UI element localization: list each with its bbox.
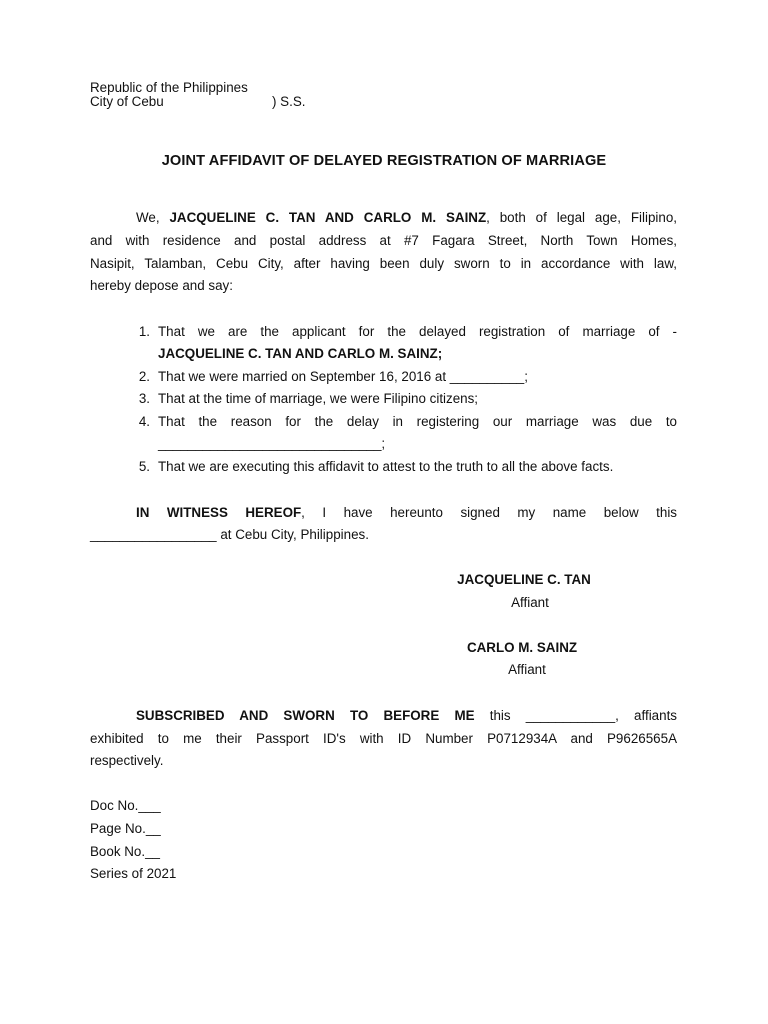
- witness-line-1: [90, 505, 677, 520]
- header-ss: ) S.S.: [272, 94, 306, 109]
- item-3-number: 3.: [138, 391, 150, 406]
- item-3-line-1: That at the time of marriage, we were Filipino citizens;: [158, 391, 479, 406]
- subscribed-rest: this ____________, affiants: [474, 708, 677, 723]
- item-4-line-2: ______________________________;: [158, 436, 386, 451]
- item-2-line-1: That we were married on September 16, 2016 at __________;: [158, 369, 528, 384]
- item-1-line-1: That we are the applicant for the delayed registration of marriage of -: [158, 324, 677, 339]
- signatory-2-name: CARLO M. SAINZ: [466, 640, 578, 655]
- item-1-line-2: JACQUELINE C. TAN AND CARLO M. SAINZ;: [158, 346, 443, 361]
- item-1-number: 1.: [138, 324, 150, 339]
- item-5-number: 5.: [138, 459, 150, 474]
- intro-line-2: and with residence and postal address at #7 Fagara Street, North Town Homes,: [90, 233, 677, 248]
- witness-line-2: _________________ at Cebu City, Philippines.: [90, 527, 369, 542]
- notary-series: Series of 2021: [90, 866, 177, 881]
- intro-after-names: , both of legal age, Filipino,: [486, 210, 677, 225]
- notary-page-no: Page No.__: [90, 821, 161, 836]
- subscribed-line-3: respectively.: [90, 753, 164, 768]
- subscribed-line-1: [90, 708, 677, 723]
- item-4-line-1: That the reason for the delay in registering our marriage was due to: [158, 414, 677, 429]
- header-city: City of Cebu: [90, 94, 164, 109]
- signatory-1-name: JACQUELINE C. TAN: [457, 572, 591, 587]
- witness-rest: , I have hereunto signed my name below this: [301, 505, 678, 520]
- header-republic: Republic of the Philippines: [90, 80, 248, 95]
- subscribed-bold: SUBSCRIBED AND SWORN TO BEFORE ME: [136, 708, 475, 723]
- notary-doc-no: Doc No.___: [90, 798, 161, 813]
- intro-names: JACQUELINE C. TAN AND CARLO M. SAINZ: [169, 210, 487, 225]
- notary-book-no: Book No.__: [90, 844, 160, 859]
- intro-we: We,: [136, 210, 160, 225]
- item-2-number: 2.: [138, 369, 150, 384]
- item-5-line-1: That we are executing this affidavit to attest to the truth to all the above facts.: [158, 459, 614, 474]
- item-4-number: 4.: [138, 414, 150, 429]
- witness-bold: IN WITNESS HEREOF: [136, 505, 302, 520]
- intro-line-1: [90, 210, 677, 225]
- intro-line-4: hereby depose and say:: [90, 278, 233, 293]
- signatory-1-role: Affiant: [511, 595, 549, 610]
- intro-line-3: Nasipit, Talamban, Cebu City, after having been duly sworn to in accordance with law,: [90, 256, 677, 271]
- subscribed-line-2: exhibited to me their Passport ID's with ID Number P0712934A and P9626565A: [90, 731, 677, 746]
- document-title: JOINT AFFIDAVIT OF DELAYED REGISTRATION OF MARRIAGE: [161, 153, 607, 169]
- signatory-2-role: Affiant: [508, 662, 546, 677]
